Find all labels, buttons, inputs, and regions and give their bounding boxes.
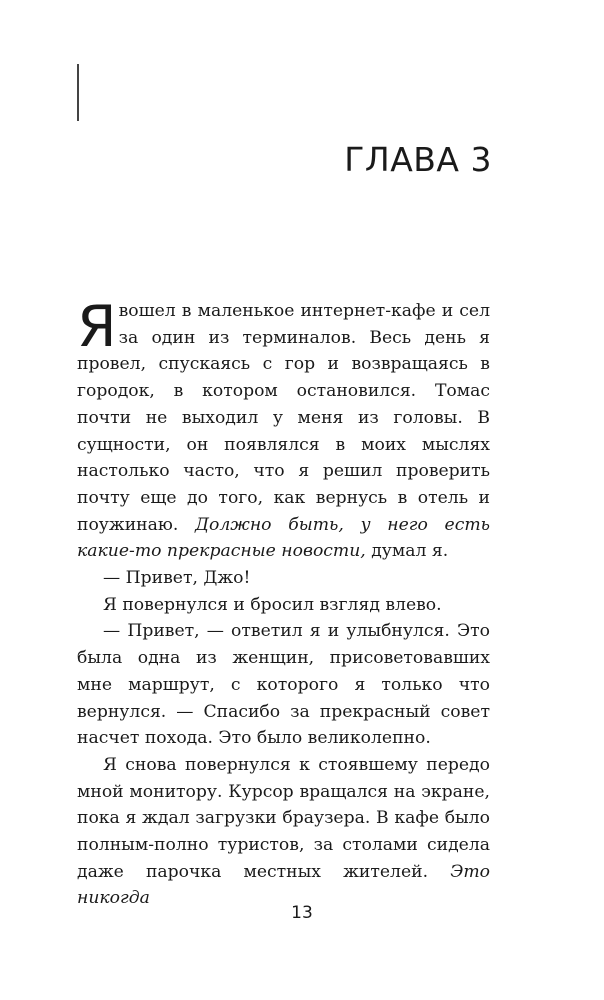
paragraph-4: — Привет, — ответил я и улыбнулся. Это была одна из женщин, присоветовавших мне маршрут, с которого я только что вернулся. — Спасибо за прекрасный совет насчет похода. Это было великолепно. [77,621,490,749]
paragraph-5-italic: Это никогда [77,861,490,909]
paragraph-1-italic: Должно быть, у него есть какие-то прекрасные новости, [77,514,490,562]
paragraph-5 [77,752,490,912]
margin-rule [77,64,79,121]
page-number: 13 [291,903,313,923]
paragraph-5-text: Я снова повернулся к стоявшему передо мной монитору. Курсор вращался на экране, пока я ждал загрузки браузера. В кафе было полным-полно туристов, за столами сидела даже парочка местных жителей. [77,754,490,882]
paragraph-1-text: вошел в маленькое интернет-кафе и сел за один из терминалов. Весь день я провел, спускаясь с гор и возвращаясь в городок, в котором остановился. Томас почти не выходил у меня из головы. В сущности, он появлялся в моих мыслях настолько часто, что я решил проверить почту еще до того, как вернусь в отель и поужинаю. [77,301,490,535]
chapter-title: ГЛАВА 3 [344,140,492,179]
drop-cap: Я [77,294,117,360]
paragraph-3: Я повернулся и бросил взгляд влево. [103,594,442,615]
paragraph-2: — Привет, Джо! [103,568,251,589]
chapter-body [77,294,490,912]
paragraph-1-tail: думал я. [365,541,449,562]
paragraph-1 [77,294,490,565]
